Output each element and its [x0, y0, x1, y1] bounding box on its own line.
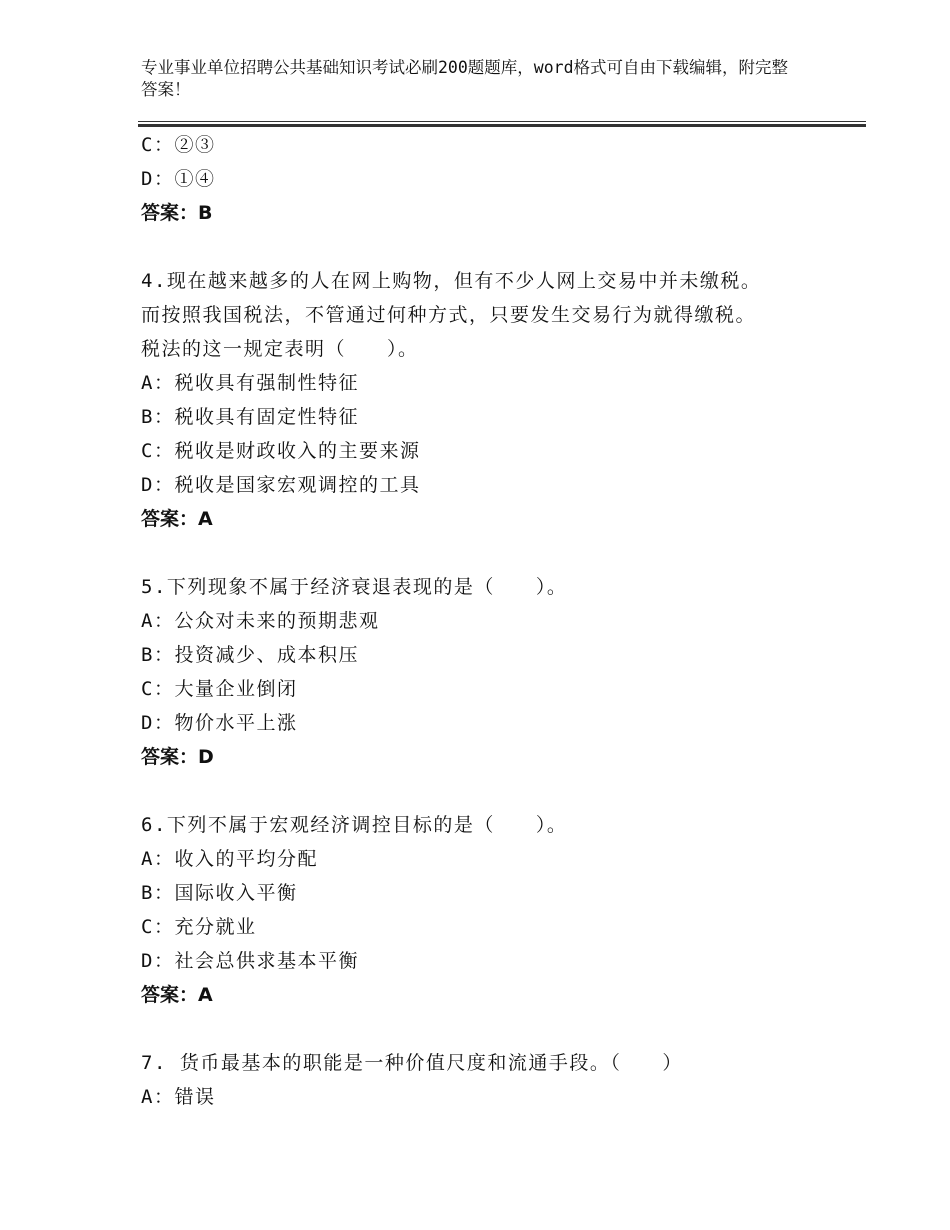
question-text-line: 7. 货币最基本的职能是一种价值尺度和流通手段。（ ）: [141, 1052, 683, 1074]
question-7: [141, 1046, 861, 1114]
question-6: [141, 808, 861, 1012]
option-d: D：①④: [141, 168, 216, 190]
header-divider-thick: [138, 124, 866, 127]
option-d: D：税收是国家宏观调控的工具: [141, 474, 421, 496]
option-d: D：物价水平上涨: [141, 712, 298, 734]
option-b: B：国际收入平衡: [141, 882, 298, 904]
question-text-line: 而按照我国税法，不管通过何种方式，只要发生交易行为就得缴税。: [141, 304, 757, 326]
question-text-line: 6.下列不属于宏观经济调控目标的是（ ）。: [141, 814, 568, 836]
option-c: C：税收是财政收入的主要来源: [141, 440, 421, 462]
option-b: B：投资减少、成本积压: [141, 644, 359, 666]
question-text-line: 4.现在越来越多的人在网上购物，但有不少人网上交易中并未缴税。: [141, 270, 762, 292]
previous-question-tail: [141, 128, 861, 230]
question-text-line: 5.下列现象不属于经济衰退表现的是（ ）。: [141, 576, 568, 598]
document-body: [141, 128, 861, 1114]
option-b: B：税收具有固定性特征: [141, 406, 359, 428]
option-d: D：社会总供求基本平衡: [141, 950, 359, 972]
option-c: C：充分就业: [141, 916, 257, 938]
option-a: A：错误: [141, 1086, 216, 1108]
question-text-line: 税法的这一规定表明（ ）。: [141, 338, 419, 360]
answer-line: 答案：A: [141, 984, 213, 1006]
question-4: [141, 264, 861, 536]
answer-line: 答案：B: [141, 202, 213, 224]
option-a: A：收入的平均分配: [141, 848, 318, 870]
answer-line: 答案：A: [141, 508, 213, 530]
page-header: 专业事业单位招聘公共基础知识考试必刷200题题库，word格式可自由下载编辑，附完整答案！: [141, 58, 789, 99]
option-c: C：大量企业倒闭: [141, 678, 298, 700]
option-a: A：公众对未来的预期悲观: [141, 610, 380, 632]
header-divider-thin: [138, 121, 866, 122]
option-c: C：②③: [141, 134, 216, 156]
answer-line: 答案：D: [141, 746, 214, 768]
option-a: A：税收具有强制性特征: [141, 372, 359, 394]
question-5: [141, 570, 861, 774]
